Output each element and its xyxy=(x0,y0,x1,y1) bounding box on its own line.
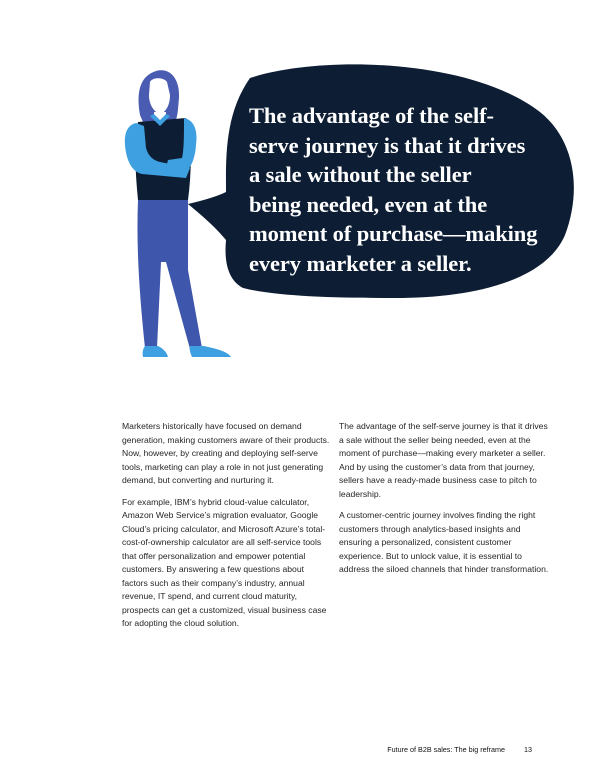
quote-line: serve journey is that it drives xyxy=(249,132,526,158)
quote-line: moment of purchase—making xyxy=(249,221,538,246)
quote-line: being needed, even at the xyxy=(249,191,488,217)
right-shoe xyxy=(190,346,231,357)
page-number: 13 xyxy=(524,745,532,754)
body-paragraph: Marketers historically have focused on demand generation, making customers aware of their products. Now, however, by creating and deploying self-serve tools, marketing can play a role in not just generating demand, but converting and nurturing it. xyxy=(122,421,330,485)
page-footer xyxy=(0,745,600,757)
quote-line: The advantage of the self- xyxy=(249,103,494,128)
quote-line: a sale without the seller xyxy=(249,162,472,187)
pull-quote xyxy=(249,101,569,278)
pants xyxy=(137,200,202,349)
footer-title: Future of B2B sales: The big reframe xyxy=(387,745,505,754)
left-shoe xyxy=(143,346,168,357)
body-paragraph: A customer-centric journey involves finding the right customers through analytics-based insights and ensuring a personalized, consistent customer experience. But to unlock value, it is essential to address the siloed channels that hinder transformation. xyxy=(339,510,549,574)
body-column-left xyxy=(122,420,332,639)
body-paragraph: The advantage of the self-serve journey is that it drives a sale without the seller being needed, even at the moment of purchase—making every marketer a seller. And by using the customer’s data from that journey, sellers have a ready-made business case to pitch to leadership. xyxy=(339,421,548,499)
body-paragraph: For example, IBM’s hybrid cloud-value calculator, Amazon Web Service’s migration evaluator, Google Cloud’s pricing calculator, and Microsoft Azure’s total-cost-of-ownership calculator are all self-service tools that offer personalization and empower potential customers. By answering a few questions about factors such as their company’s industry, annual revenue, IT spend, and current cloud maturity, prospects can get a customized, visual business case for adopting the cloud solution. xyxy=(122,496,327,628)
quote-line: every marketer a seller. xyxy=(249,250,472,276)
body-column-right xyxy=(339,420,549,585)
